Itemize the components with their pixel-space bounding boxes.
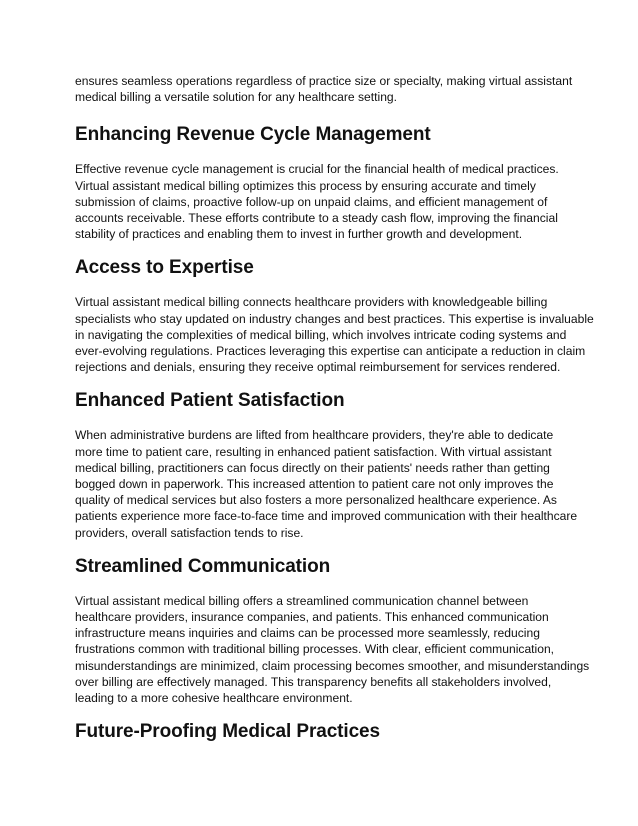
section-paragraph-access-expertise	[75, 294, 594, 375]
section-heading-access-expertise: Access to Expertise	[75, 257, 254, 279]
section-paragraph-streamlined-communication	[75, 593, 590, 706]
text-line: healthcare providers, insurance companies, and patients. This enhanced communication	[75, 610, 549, 625]
text-line: accounts receivable. These efforts contribute to a steady cash flow, improving the financial	[75, 211, 558, 226]
section-heading-streamlined-communication: Streamlined Communication	[75, 555, 331, 577]
text-line: providers, overall satisfaction tends to rise.	[75, 525, 304, 540]
text-line: misunderstandings are minimized, claim processing becomes smoother, and misunderstandings	[75, 658, 590, 673]
text-line: in navigating the complexities of medical billing, which involves intricate coding systems and	[75, 327, 567, 342]
text-line: When administrative burdens are lifted from healthcare providers, they're able to dedicate	[75, 428, 554, 443]
text-line: Effective revenue cycle management is crucial for the financial health of medical practices.	[75, 162, 559, 177]
text-line: stability of practices and enabling them to invest in further growth and development.	[75, 227, 523, 242]
section-heading-patient-satisfaction: Enhanced Patient Satisfaction	[75, 390, 345, 412]
text-line: Virtual assistant medical billing optimizes this process by ensuring accurate and timely	[75, 178, 536, 193]
text-line: leading to a more cohesive healthcare environment.	[75, 691, 353, 706]
text-line: more time to patient care, resulting in enhanced patient satisfaction. With virtual assistant	[75, 444, 552, 459]
text-line: medical billing a versatile solution for any healthcare setting.	[75, 90, 398, 105]
section-heading-revenue-cycle: Enhancing Revenue Cycle Management	[75, 124, 431, 146]
text-line: quality of medical services but also fosters a more personalized healthcare experience. As	[75, 493, 557, 508]
section-paragraph-patient-satisfaction	[75, 427, 578, 540]
text-line: specialists who stay updated on industry changes and best practices. This expertise is invaluable	[75, 311, 594, 326]
section-heading-future-proofing: Future-Proofing Medical Practices	[75, 721, 380, 743]
section-paragraph-revenue-cycle	[75, 161, 570, 242]
text-line: infrastructure means inquiries and claims can be processed more seamlessly, reducing	[75, 626, 540, 641]
text-line: frustrations common with traditional billing processes. With clear, efficient communication,	[75, 642, 555, 657]
text-line: ever-evolving regulations. Practices leveraging this expertise can anticipate a reduction in claim	[75, 344, 586, 359]
intro-paragraph	[75, 73, 573, 105]
text-line: submission of claims, proactive follow-up on unpaid claims, and efficient management of	[75, 194, 548, 209]
text-line: ensures seamless operations regardless of practice size or specialty, making virtual assistant	[75, 74, 573, 88]
document-page	[75, 73, 594, 744]
text-line: rejections and denials, ensuring they receive optimal reimbursement for services rendered.	[75, 360, 561, 375]
text-line: Virtual assistant medical billing connects healthcare providers with knowledgeable billing	[75, 295, 548, 310]
text-line: over billing are effectively managed. This transparency benefits all stakeholders involved,	[75, 674, 552, 689]
text-line: bogged down in paperwork. This increased attention to patient care not only improves the	[75, 477, 554, 492]
text-line: patients experience more face-to-face time and improved communication with their healthcare	[75, 509, 578, 524]
text-line: medical billing, practitioners can focus directly on their patients' needs rather than getting	[75, 460, 550, 475]
text-line: Virtual assistant medical billing offers a streamlined communication channel between	[75, 593, 529, 608]
